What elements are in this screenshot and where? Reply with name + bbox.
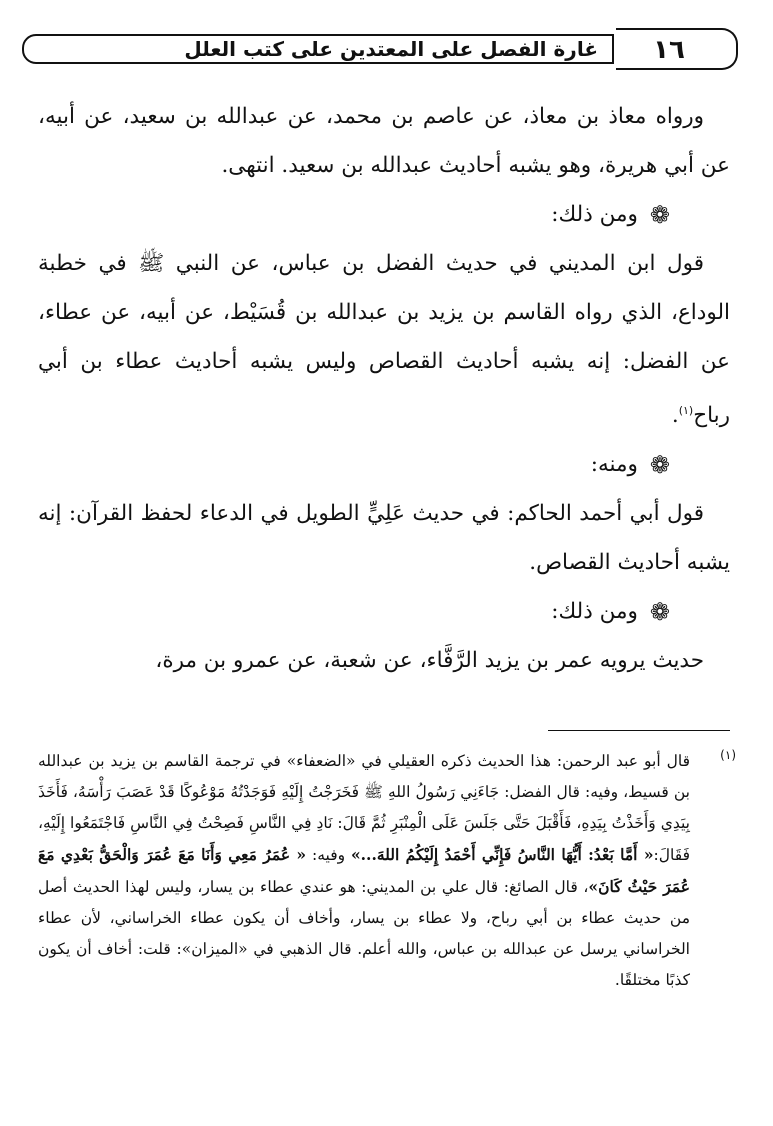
paragraph-2-end: . <box>671 403 679 429</box>
footnote-text-2: وفيه: <box>306 846 351 864</box>
section-heading-3-text: ومن ذلك: <box>551 599 638 625</box>
paragraph-1: ورواه معاذ بن معاذ، عن عاصم بن محمد، عن عبدالله بن سعيد، عن أبيه، عن أبي هريرة، وهو يشبه أحاديث عبدالله بن سعيد. انتهى. <box>38 104 730 178</box>
footnote-quote-1: « أَمَّا بَعْدُ: أَيُّهَا النَّاسُ فَإِنِّي أَحْمَدُ إِلَيْكُمُ اللهَ...» <box>350 845 654 864</box>
running-title <box>22 34 614 64</box>
footnote-reference: (١) <box>678 404 694 417</box>
paragraph-2-text: قول ابن المديني في حديث الفضل بن عباس، عن النبي ﷺ في خطبة الوداع، الذي رواه القاسم بن يزيد بن عبدالله بن قُسَيْط، عن أبيه، عن عطاء، عن الفضل: إنه يشبه أحاديث القصاص وليس يشبه أحاديث عطاء بن أبي رباح <box>38 251 730 429</box>
footnote-separator <box>548 730 730 731</box>
section-heading-1-text: ومن ذلك: <box>551 202 638 227</box>
paragraph-3: قول أبي أحمد الحاكم: في حديث عَلِيٍّ الطويل في الدعاء لحفظ القرآن: إنه يشبه أحاديث القصاص. <box>38 501 730 576</box>
paragraph-4: حديث يرويه عمر بن يزيد الرَّفَّاء، عن شعبة، عن عمرو بن مرة، <box>155 648 704 674</box>
footnote <box>38 746 690 996</box>
section-heading-2-text: ومنه: <box>590 452 638 478</box>
main-text <box>38 92 730 685</box>
paragraph-2 <box>38 239 730 440</box>
flower-ornament-icon: ❁ <box>649 450 670 479</box>
footnote-number: (١) <box>720 748 736 762</box>
section-heading-2 <box>38 440 730 489</box>
footnote-quote-2: « عُمَرُ مَعِي وَأَنَا مَعَ عُمَرَ وَالْحَقُّ بَعْدِي مَعَ عُمَرَ حَيْثُ كَانَ» <box>38 845 690 896</box>
footnote-text-3: ، قال الصائغ: قال علي بن المديني: هو عندي عطاء بن يسار، وليس لهذا الحديث أصل من حديث عطاء بن أبي رباح، ولا عطاء بن يسار، وأخاف أن يكون عطاء الخراساني، لأن عطاء الخراساني يرسل عن عبدالله بن عباس، والله أعلم. قال الذهبي في «الميزان»: قلت: أخاف أن يكون كذبًا مختلقًا. <box>38 878 690 989</box>
flower-ornament-icon: ❁ <box>649 200 670 229</box>
page-header <box>22 28 740 72</box>
section-heading-1 <box>38 190 730 239</box>
page-number: ١٦ <box>653 35 685 65</box>
section-heading-3 <box>38 587 730 636</box>
flower-ornament-icon: ❁ <box>649 597 670 626</box>
footnote-text-1: قال أبو عبد الرحمن: هذا الحديث ذكره العقيلي في «الضعفاء» في ترجمة القاسم بن يزيد بن عبدالله بن قسيط، وفيه: قال الفضل: جَاءَنِي رَسُولُ اللهِ ﷺ فَخَرَجْتُ إِلَيْهِ فَوَجَدْتُهُ مَوْعُوكًا قَدْ عَصَبَ رَأْسَهُ، فَأَخَذَ بِيَدِي وَأَخَذْتُ بِيَدِهِ، فَأَقْبَلَ حَتَّى جَلَسَ عَلَى الْمِنْبَرِ ثُمَّ قَالَ: نَادِ فِي النَّاسِ فَصِحْتُ فِي النَّاسِ فَاجْتَمَعُوا إِلَيْهِ، فَقَالَ: <box>38 752 690 864</box>
running-title-text: غارة الفصل على المعتدين على كتب العلل <box>184 37 598 61</box>
